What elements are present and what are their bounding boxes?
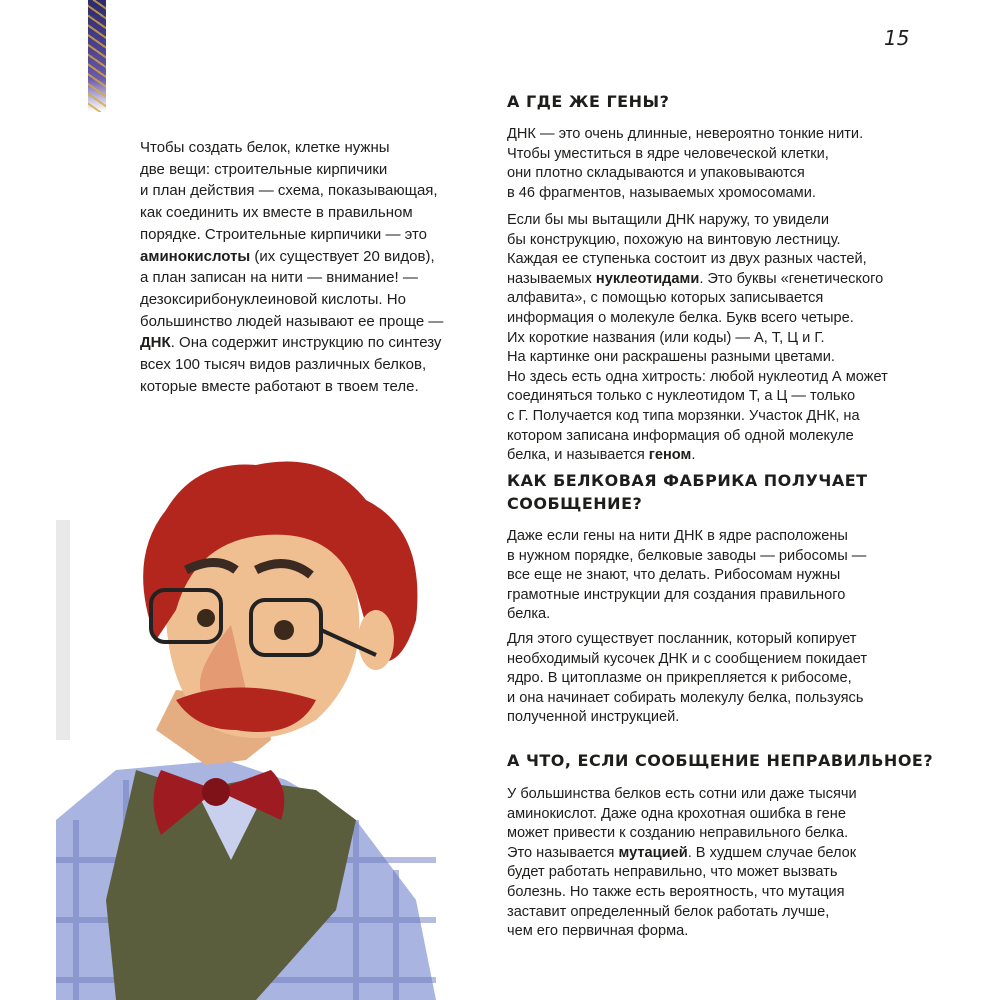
text-segment: алфавита», с помощью которых записывается [507,290,824,307]
text-segment: белка, и называется [507,447,649,464]
intro-paragraph [140,137,443,397]
text-line [140,289,443,311]
text-line [507,289,888,309]
text-segment: в нужном порядке, белковые заводы — рибосомы — [507,547,867,564]
text-segment: и план действия — схема, показывающая, [140,182,438,200]
text-segment: белка. [507,606,551,623]
text-segment: Чтобы создать белок, клетке нужны [140,139,390,156]
paragraph [507,125,863,203]
text-line [507,586,866,606]
text-segment: информация о молекуле белка. Букв всего четыре. [507,309,854,326]
text-segment: чем его первичная форма. [507,923,689,940]
bold-term: аминокислоты [140,247,251,265]
text-segment: называемых [507,270,596,287]
text-segment: ДНК — это очень длинные, невероятно тонкие нити. [507,126,864,142]
text-segment: и она начинает собирать молекулу белка, пользуясь [507,689,864,706]
text-line [507,231,888,251]
text-segment: Каждая ее ступенька состоит из двух разных частей, [507,251,867,268]
text-segment: большинство людей называют ее проще — [140,312,444,330]
text-line [507,630,867,650]
decorative-border [88,0,106,112]
heading-line: А ЧТО, ЕСЛИ СООБЩЕНИЕ НЕПРАВИЛЬНОЕ? [507,751,934,770]
bold-term: мутацией [618,844,688,861]
text-segment: полученной инструкцией. [507,709,680,726]
text-line [140,159,443,181]
text-segment: . Это буквы «генетического [699,270,884,287]
eye [274,620,294,640]
text-line [507,427,888,447]
ear [358,610,394,670]
text-line [507,348,888,368]
text-line [507,863,857,883]
text-segment: На картинке они раскрашены разными цветами. [507,349,835,366]
heading-line: КАК БЕЛКОВАЯ ФАБРИКА ПОЛУЧАЕТ [507,471,868,490]
text-segment: Для этого существует посланник, который копирует [507,631,857,647]
text-line [140,137,443,159]
text-segment: . В худшем случае белок [687,844,857,861]
text-segment: будет работать неправильно, что может вызвать [507,864,838,881]
text-segment: ядро. В цитоплазме он прикрепляется к рибосоме, [507,670,852,687]
text-line [507,805,857,825]
paragraph [507,211,888,466]
text-segment: в 46 фрагментов, называемых хромосомами. [507,184,816,201]
text-segment: заставит определенный белок работать лучше, [507,903,830,920]
text-line [507,387,888,407]
text-segment: с Г. Получается код типа морзянки. Участок ДНК, на [507,407,860,424]
text-line [507,824,857,844]
scientist-illustration [56,440,516,1000]
heading-line: СООБЩЕНИЕ? [507,494,643,513]
text-segment: а план записан на нити — внимание! — [140,269,418,287]
text-line [140,202,443,224]
text-segment: всех 100 тысяч видов различных белков, [140,356,427,374]
text-line [507,407,888,427]
text-line [507,446,888,466]
text-line [507,844,857,864]
text-segment: соединяться только с нуклеотидом Т, а Ц — только [507,388,856,405]
text-segment: бы конструкцию, похожую на винтовую лестницу. [507,231,841,248]
text-segment: Но здесь есть одна хитрость: любой нуклеотид А может [507,368,888,385]
text-segment: котором записана информация об одной молекуле [507,427,854,444]
text-segment: болезнь. Но также есть вероятность, что мутация [507,883,845,900]
text-segment: аминокислот. Даже одна крохотная ошибка в гене [507,805,846,822]
text-line [507,708,867,728]
text-line [507,250,888,270]
text-segment: У большинства белков есть сотни или даже тысячи [507,786,857,802]
text-segment: необходимый кусочек ДНК и с сообщением покидает [507,650,868,667]
text-line [507,309,888,329]
text-line [140,332,443,354]
text-line [140,180,443,202]
section-heading [507,749,933,772]
text-line [507,605,866,625]
text-segment: Чтобы уместиться в ядре человеческой клетки, [507,145,829,162]
paragraph [507,785,857,942]
bold-term: нуклеотидами [595,270,700,287]
section-heading [507,469,868,515]
heading-line: А ГДЕ ЖЕ ГЕНЫ? [507,92,670,111]
text-line [507,329,888,349]
text-segment: все еще не знают, что делать. Рибосомам нужны [507,567,841,584]
text-line [507,669,867,689]
bold-term: ДНК [140,334,171,352]
text-segment: дезоксирибонуклеиновой кислоты. Но [140,290,406,308]
text-segment: Их короткие названия (или коды) — А, Т, Ц и Г. [507,329,825,346]
page-number: 15 [884,26,910,50]
text-line [507,922,857,942]
text-line [140,311,443,333]
text-line [507,270,888,290]
text-line [507,145,863,165]
text-line [507,368,888,388]
text-segment: может привести к созданию неправильного белка. [507,825,849,842]
section-heading [507,90,669,113]
eye [197,609,215,627]
text-segment: порядке. Строительные кирпичики — это [140,225,427,243]
text-segment: грамотные инструкции для создания правильного [507,586,846,603]
text-line [507,566,866,586]
text-line [507,883,857,903]
text-line [507,164,863,184]
text-segment: Даже если гены на нити ДНК в ядре расположены [507,528,848,544]
text-segment: они плотно складываются и упаковываются [507,165,805,182]
paragraph [507,630,867,728]
text-segment: две вещи: строительные кирпичики [140,160,388,178]
text-line [507,689,867,709]
text-segment: Это называется [507,844,619,861]
text-segment: . Она содержит инструкцию по синтезу [170,334,442,352]
text-line [507,211,888,231]
text-line [507,527,866,547]
text-line [140,376,443,398]
text-line [507,547,866,567]
text-line [507,903,857,923]
paper-edge [56,520,70,740]
text-line [140,267,443,289]
text-segment: Если бы мы вытащили ДНК наружу, то увидели [507,212,829,228]
text-line [140,224,443,246]
text-line [140,246,443,268]
text-segment: . [691,447,696,464]
text-line [507,184,863,204]
text-line [507,785,857,805]
bow-tie-knot [202,778,230,806]
text-segment: которые вместе работают в твоем теле. [140,377,419,395]
text-segment: (их существует 20 видов), [250,247,435,265]
text-line [140,354,443,376]
text-line [507,650,867,670]
text-segment: как соединить их вместе в правильном [140,204,413,222]
bold-term: геном [648,447,692,464]
paragraph [507,527,866,625]
text-line [507,125,863,145]
